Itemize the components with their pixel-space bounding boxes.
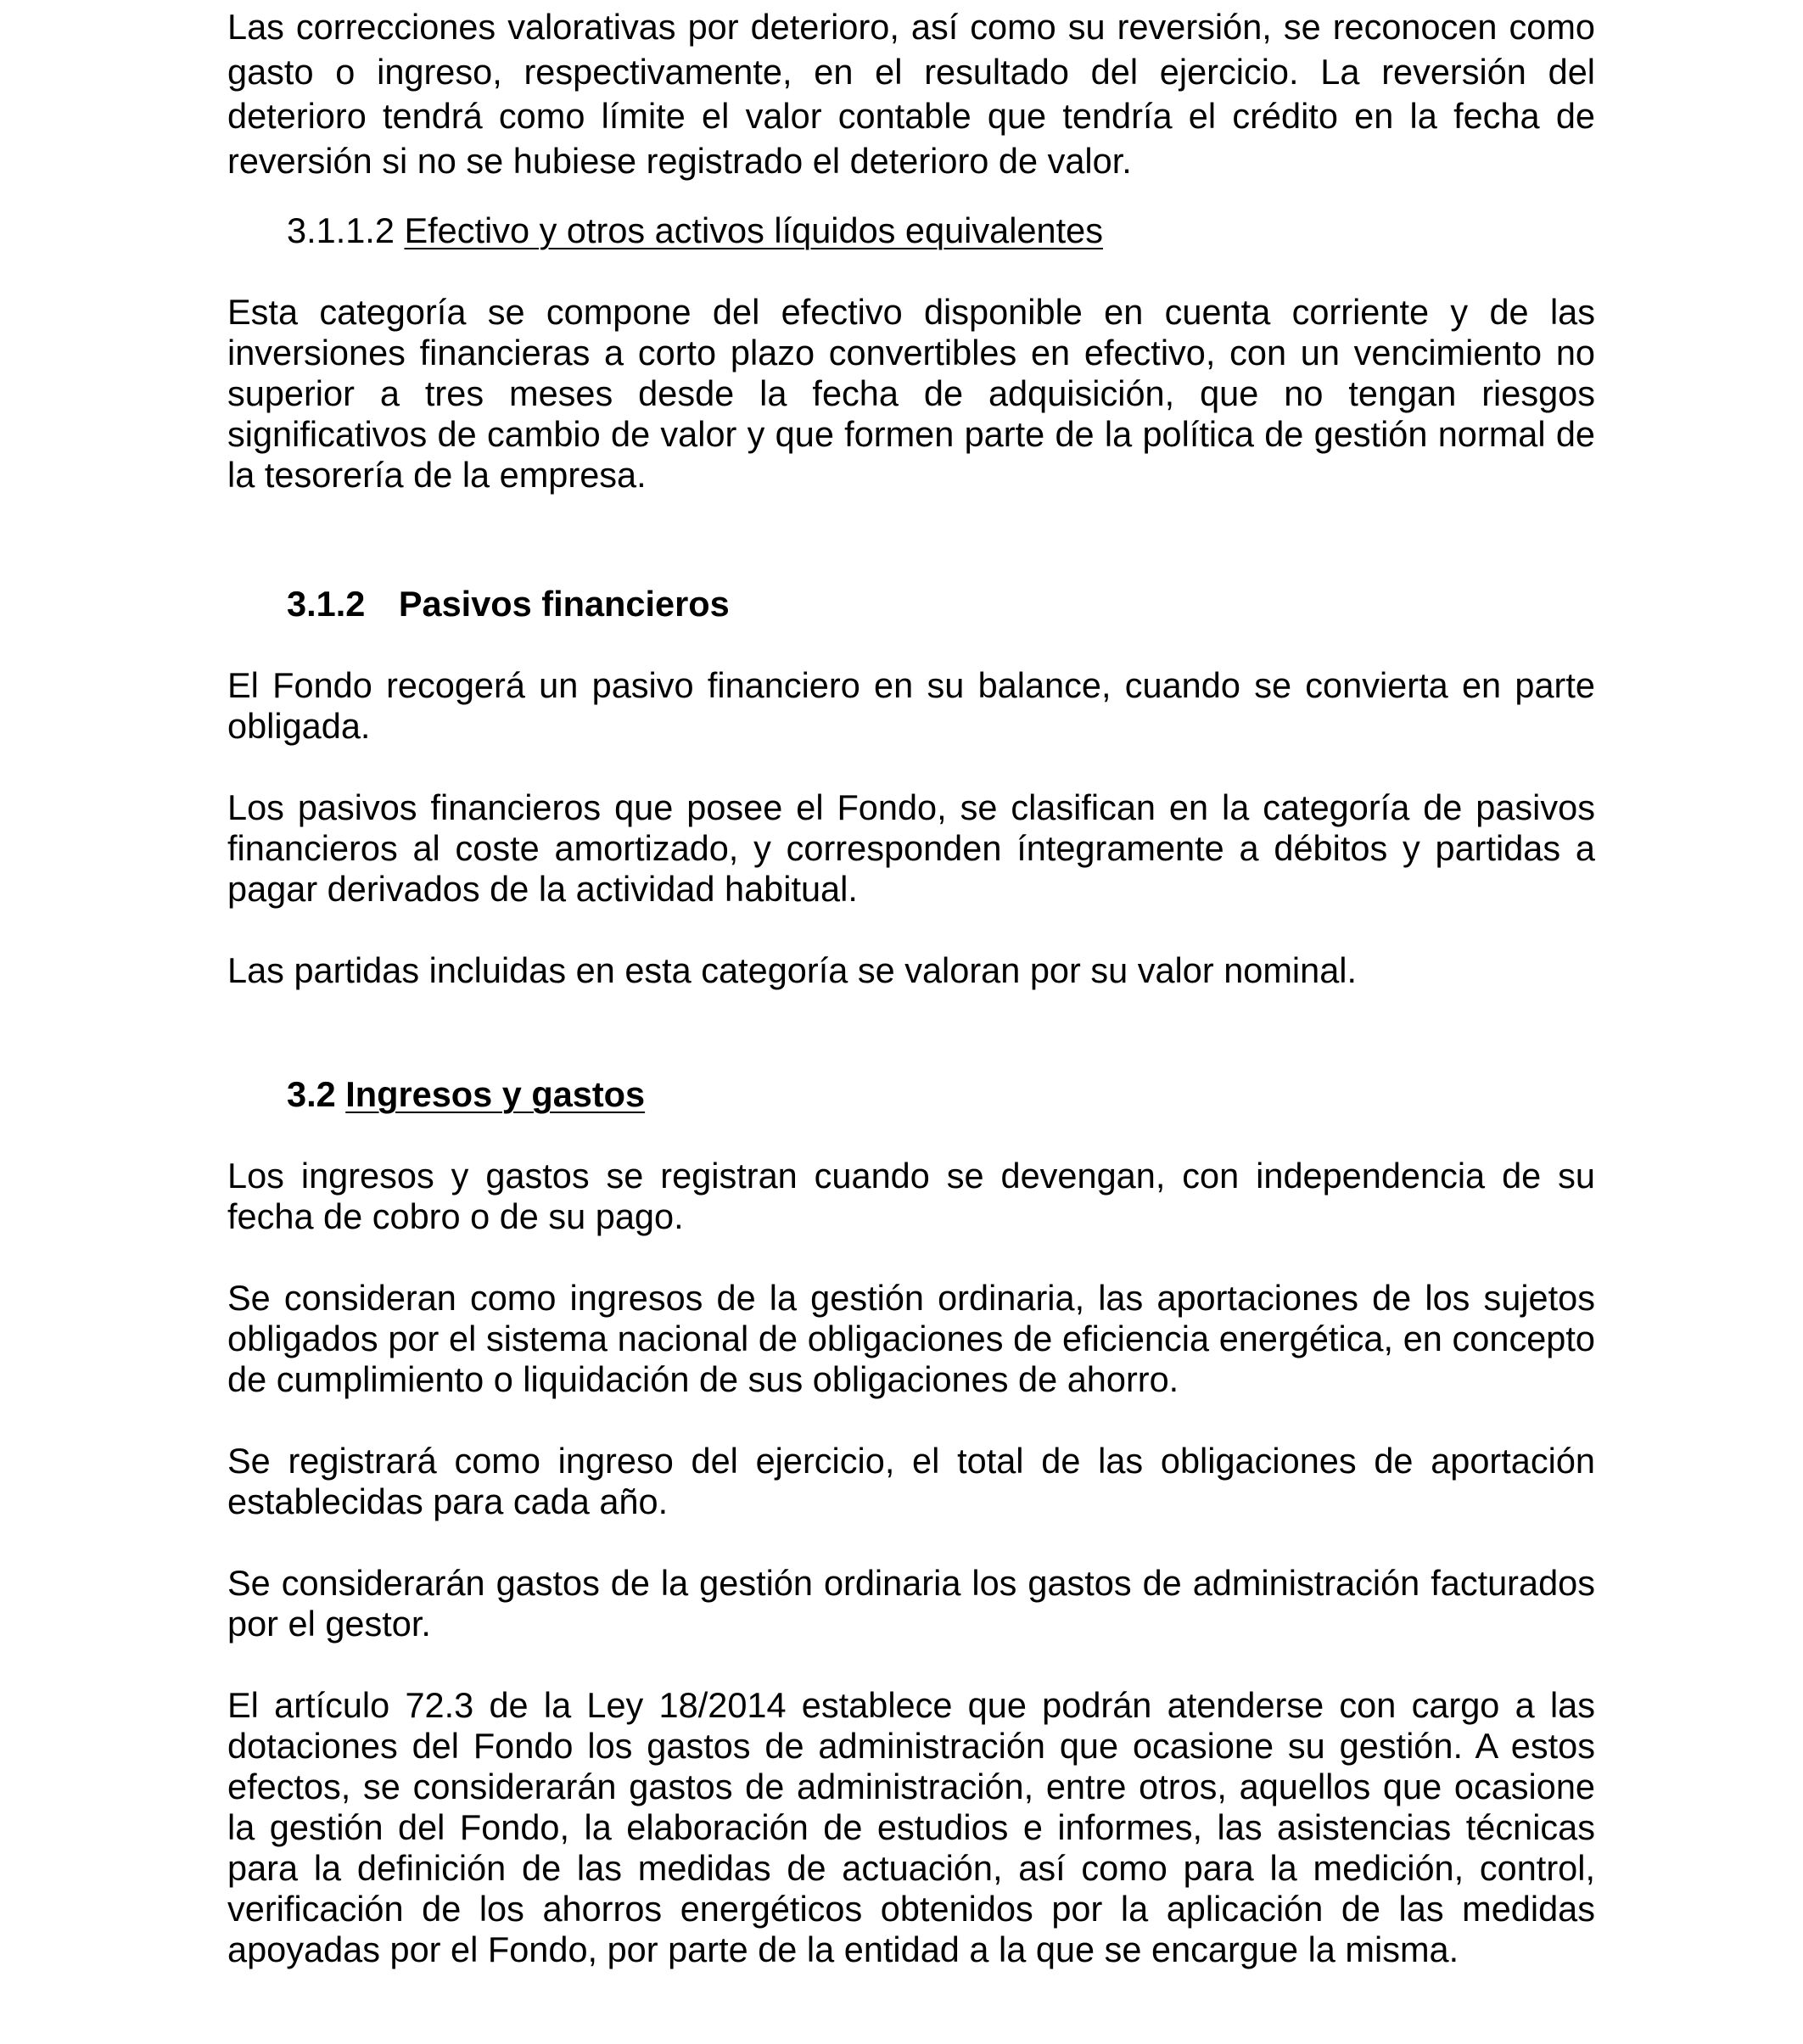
heading-number: 3.2: [287, 1074, 336, 1114]
heading-number: 3.1.1.2: [287, 210, 395, 250]
paragraph-impairment-reversal: Las correcciones valorativas por deterioro, así como su reversión, se reconocen como gasto o ingreso, respectivamente, en el resultado del ejercicio. La reversión del deterioro tendrá como límite el valor contable que tendría el crédito en la fecha de reversión si no se hubiese registrado el deterioro de valor.: [227, 7, 1595, 181]
paragraph-income-registration: Se registrará como ingreso del ejercicio, el total de las obligaciones de aportación establecidas para cada año.: [227, 1441, 1595, 1521]
paragraph-ordinary-income: Se consideran como ingresos de la gestión ordinaria, las aportaciones de los sujetos obligados por el sistema nacional de obligaciones de eficiencia energética, en concepto de cumplimiento o liquidación de sus obligaciones de ahorro.: [227, 1278, 1595, 1399]
paragraph-liability-recognition: El Fondo recogerá un pasivo financiero en su balance, cuando se convierta en parte obligada.: [227, 665, 1595, 746]
paragraph-article-72-3: El artículo 72.3 de la Ley 18/2014 establece que podrán atenderse con cargo a las dotaciones del Fondo los gastos de administración que ocasione su gestión. A estos efectos, se considerarán gastos de administración, entre otros, aquellos que ocasione la gestión del Fondo, la elaboración de estudios e informes, las asistencias técnicas para la definición de las medidas de actuación, así como para la medición, control, verificación de los ahorros energéticos obtenidos por la aplicación de las medidas apoyadas por el Fondo, por parte de la entidad a la que se encargue la misma.: [227, 1685, 1595, 1969]
paragraph-nominal-value: Las partidas incluidas en esta categoría se valoran por su valor nominal.: [227, 950, 1358, 990]
paragraph-liability-classification: Los pasivos financieros que posee el Fondo, se clasifican en la categoría de pasivos financieros al coste amortizado, y corresponden íntegramente a débitos y partidas a pagar derivados de la actividad habitual.: [227, 787, 1595, 909]
heading-title: Efectivo y otros activos líquidos equivalentes: [404, 210, 1103, 250]
heading-3-1-2: [227, 584, 1595, 624]
paragraph-cash-equivalents: Esta categoría se compone del efectivo disponible en cuenta corriente y de las inversiones financieras a corto plazo convertibles en efectivo, con un vencimiento no superior a tres meses desde la fecha de adquisición, que no tengan riesgos significativos de cambio de valor y que formen parte de la política de gestión normal de la tesorería de la empresa.: [227, 292, 1595, 495]
heading-title: Pasivos financieros: [398, 584, 730, 624]
document-body: [227, 5, 1595, 1970]
heading-3-1-1-2: [227, 210, 1595, 251]
heading-title: Ingresos y gastos: [345, 1074, 646, 1114]
paragraph-accrual: Los ingresos y gastos se registran cuando se devengan, con independencia de su fecha de cobro o de su pago.: [227, 1156, 1595, 1236]
paragraph-ordinary-expenses: Se considerarán gastos de la gestión ordinaria los gastos de administración facturados por el gestor.: [227, 1563, 1595, 1644]
heading-3-2: [227, 1074, 1595, 1115]
heading-number: 3.1.2: [287, 584, 366, 624]
